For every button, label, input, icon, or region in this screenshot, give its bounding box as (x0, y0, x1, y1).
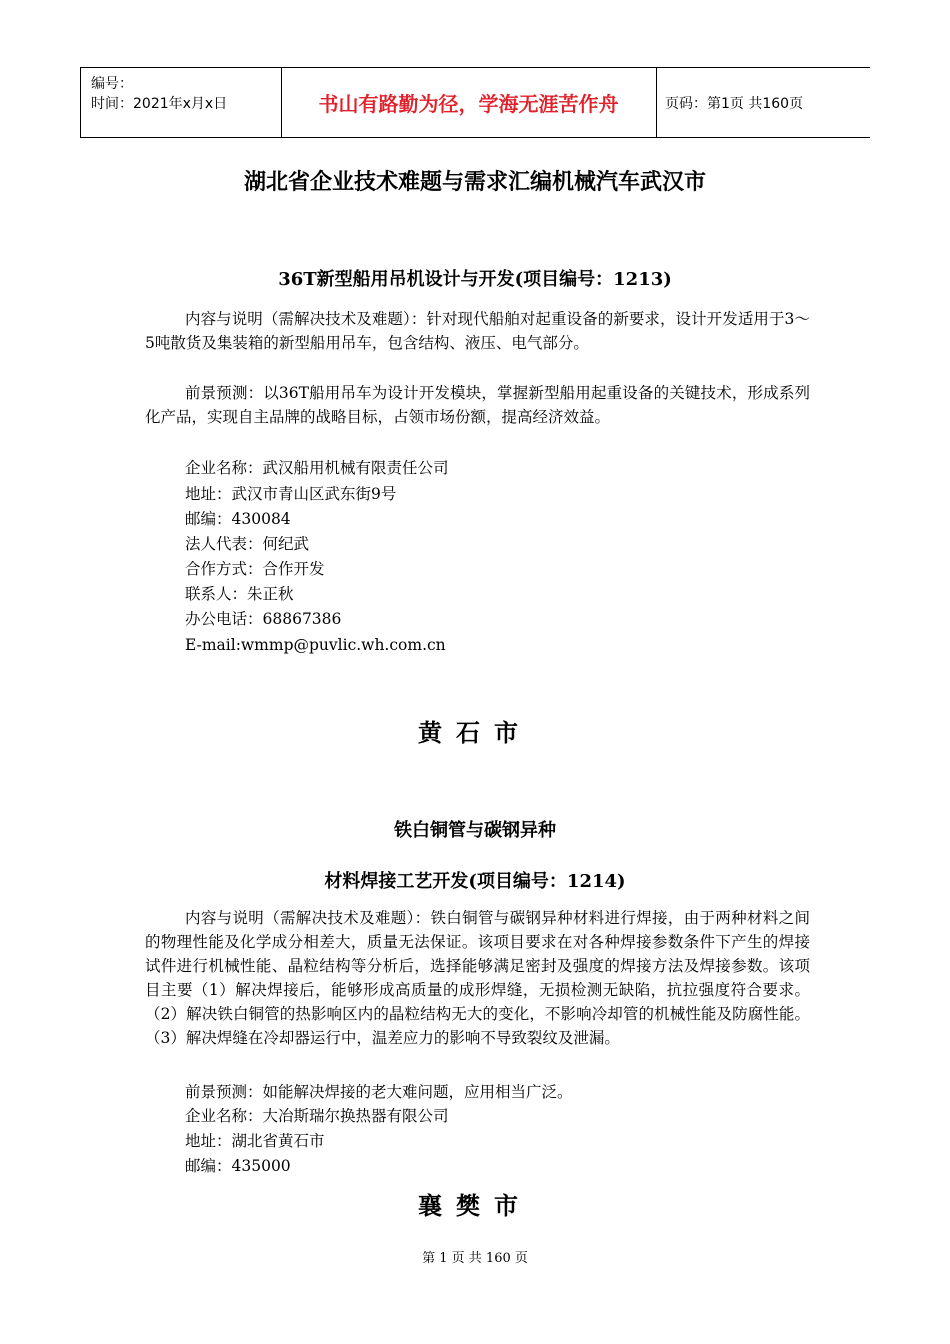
header-motto-cell (281, 68, 657, 137)
page-footer: 第 1 页 共 160 页 (422, 1251, 528, 1266)
time-label: 时间：2021年x月x日 (91, 96, 228, 112)
page-number-label: 页码：第1页 共160页 (665, 95, 804, 112)
project1-company: 企业名称：武汉船用机械有限责任公司 (185, 459, 449, 477)
project2-postcode: 邮编：435000 (185, 1157, 291, 1175)
project1-email: E-mail:wmmp@puvlic.wh.com.cn (185, 636, 446, 654)
project1-coop: 合作方式：合作开发 (185, 560, 325, 578)
project2-title-line2: 材料焊接工艺开发(项目编号：1214) (324, 871, 626, 892)
project1-legal-rep: 法人代表：何纪武 (185, 535, 310, 553)
project2-prospect: 前景预测：如能解决焊接的老大难问题，应用相当广泛。 (185, 1083, 573, 1101)
city-heading-huangshi: 黄石市 (418, 718, 532, 747)
code-label: 编号： (91, 76, 133, 92)
project2-title-line1: 铁白铜管与碳钢异种 (394, 820, 556, 841)
city-heading-xiangfan: 襄樊市 (418, 1191, 532, 1220)
motto-text: 书山有路勤为径，学海无涯苦作舟 (318, 92, 619, 116)
project2-description: 内容与说明（需解决技术及难题）：铁白铜管与碳钢异种材料进行焊接，由于两种材料之间的物理性能及化学成分相差大，质量无法保证。该项目要求在对各种焊接参数条件下产生的焊接试件进行机械性能、晶粒结构等分析后，选择能够满足密封及强度的焊接方法及焊接参数。该项目主要（1）解决焊接后，能够形成高质量的成形焊缝，无损检测无缺陷，抗拉强度符合要求。（2）解决铁白铜管的热影响区内的晶粒结构无大的变化，不影响冷却管的机械性能及防腐性能。（3）解决焊缝在冷却器运行中，温差应力的影响不导致裂纹及泄漏。 (145, 909, 810, 1047)
project1-address: 地址：武汉市青山区武东街9号 (185, 485, 397, 503)
header-meta-cell (80, 68, 282, 137)
project1-title: 36T新型船用吊机设计与开发(项目编号：1213) (278, 269, 672, 290)
header-table (80, 67, 870, 138)
project1-postcode: 邮编：430084 (185, 510, 291, 528)
project1-contact: 联系人：朱正秋 (185, 585, 294, 603)
project2-company: 企业名称：大冶斯瑞尔换热器有限公司 (185, 1107, 449, 1125)
project1-description: 内容与说明（需解决技术及难题）：针对现代船舶对起重设备的新要求，设计开发适用于3～5吨散货及集装箱的新型船用吊车，包含结构、液压、电气部分。 (145, 310, 810, 352)
project2-address: 地址：湖北省黄石市 (185, 1132, 325, 1150)
document-title: 湖北省企业技术难题与需求汇编机械汽车武汉市 (243, 169, 706, 195)
project1-phone: 办公电话：68867386 (185, 610, 342, 628)
project1-prospect: 前景预测：以36T船用吊车为设计开发模块，掌握新型船用起重设备的关键技术，形成系列化产品，实现自主品牌的战略目标，占领市场份额，提高经济效益。 (145, 384, 810, 426)
